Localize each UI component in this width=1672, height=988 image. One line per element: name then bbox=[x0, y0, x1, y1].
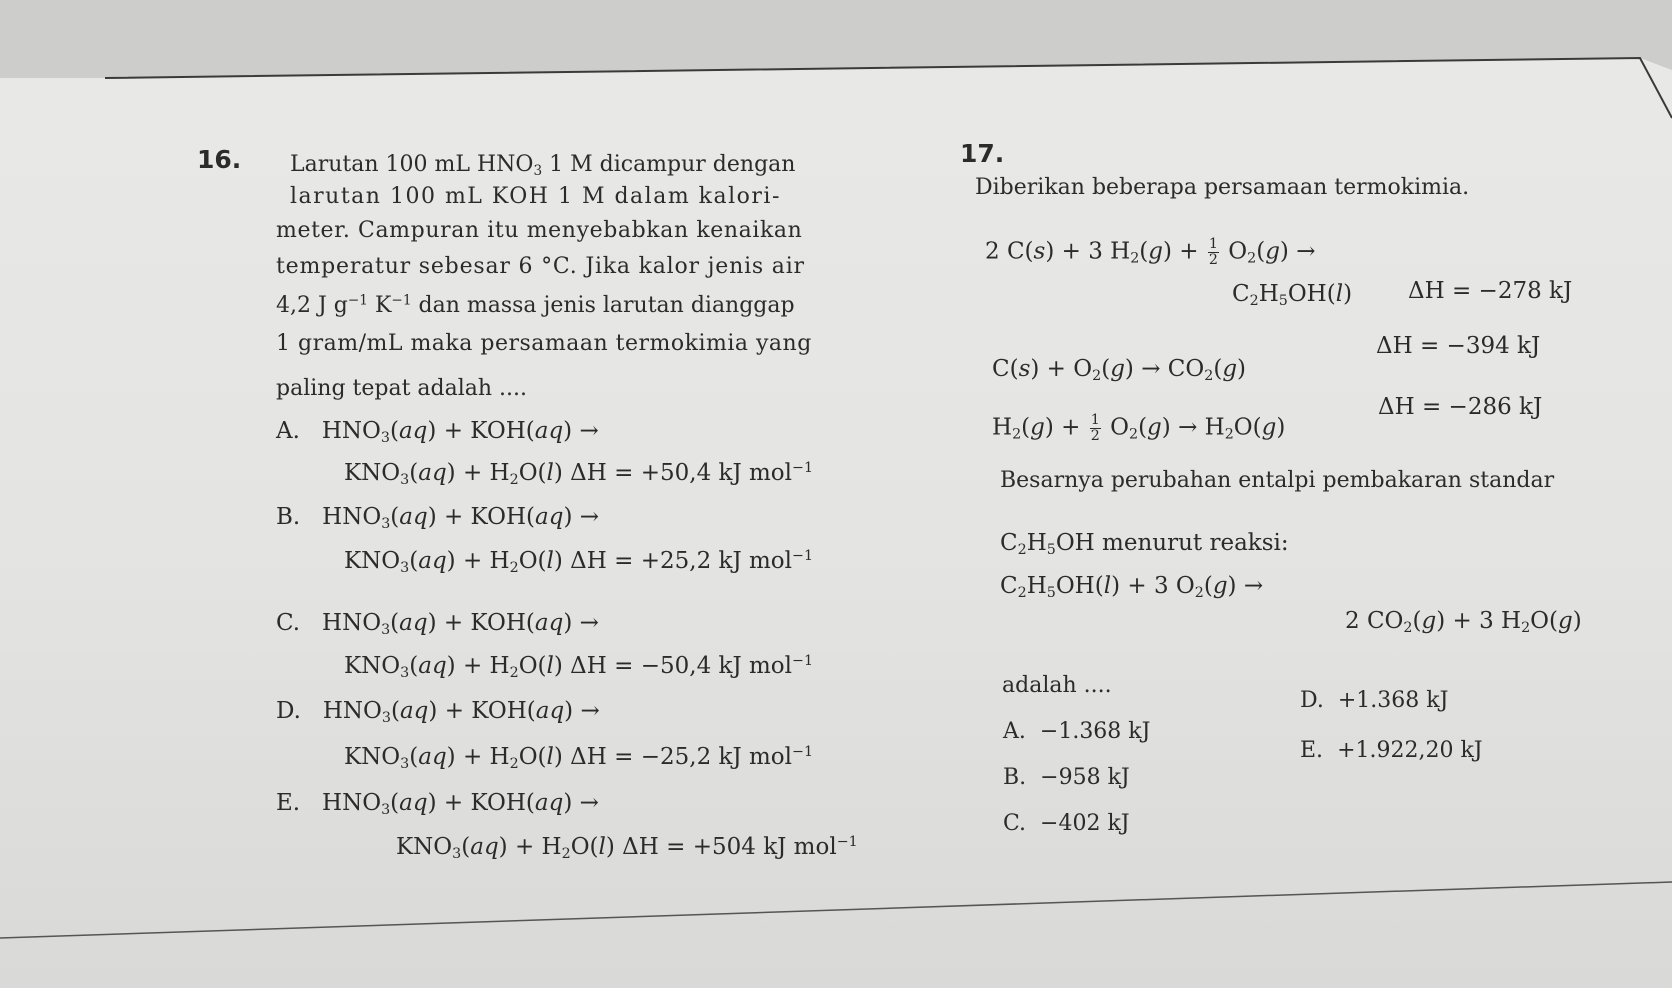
q16-stem-line-6: 1 gram/mL maka persamaan termokimia yang bbox=[276, 331, 812, 356]
q17-equation-2-dh: ΔH = −394 kJ bbox=[1376, 333, 1541, 359]
q17-equation-1-dh: ΔH = −278 kJ bbox=[1408, 278, 1573, 304]
q17-option-a[interactable]: A. −1.368 kJ bbox=[1003, 719, 1151, 744]
q16-option-e-products: $KNO_3(aq) + H_2O(l) \Delta H = +504$ kJ mol$^{-1}$ bbox=[396, 834, 858, 862]
q17-option-b[interactable]: B. −958 kJ bbox=[1003, 765, 1130, 790]
q17-reaction-left: $C_2H_5OH(l) + 3$ $O_2(g)$ → bbox=[1000, 573, 1264, 601]
q16-option-d[interactable]: D. $HNO_3(aq) + KOH(aq)$ → bbox=[276, 698, 600, 726]
q16-option-c[interactable]: C. $HNO_3(aq) + KOH(aq)$ → bbox=[276, 610, 599, 638]
q17-option-c[interactable]: C. −402 kJ bbox=[1003, 811, 1130, 836]
q16-option-a-products: $KNO_3(aq) + H_2O(l) \Delta H = +50,4$ kJ mol$^{-1}$ bbox=[344, 460, 814, 488]
q16-stem-line-4: temperatur sebesar 6 °C. Jika kalor jenis air bbox=[276, 254, 805, 279]
q16-option-e[interactable]: E. $HNO_3(aq) + KOH(aq)$ → bbox=[276, 790, 599, 818]
q16-option-d-products: $KNO_3(aq) + H_2O(l) \Delta H = -25,2$ kJ mol$^{-1}$ bbox=[344, 744, 814, 772]
q17-equation-3-dh: ΔH = −286 kJ bbox=[1378, 394, 1543, 420]
q17-equation-1-left: 2 C(s) + 3 $H_2(g)$ + $\frac{1}{2}$ $O_2(g)$ → bbox=[985, 236, 1316, 268]
q16-stem-line-3: meter. Campuran itu menyebabkan kenaikan bbox=[276, 218, 803, 243]
q17-option-e[interactable]: E. +1.922,20 kJ bbox=[1300, 738, 1483, 763]
q17-question-line-1: Besarnya perubahan entalpi pembakaran standar bbox=[1000, 468, 1555, 493]
q16-option-b[interactable]: B. $HNO_3(aq) + KOH(aq)$ → bbox=[276, 504, 600, 532]
q17-question-line-2: $C_2H_5OH$ menurut reaksi: bbox=[1000, 530, 1289, 558]
q16-stem-line-5: 4,2 J $g^{-1}$ $K^{-1}$ dan massa jenis larutan dianggap bbox=[276, 292, 795, 318]
q16-option-c-products: $KNO_3(aq) + H_2O(l) \Delta H = -50,4$ kJ mol$^{-1}$ bbox=[344, 653, 814, 681]
q17-equation-3: $H_2(g)$ + $\frac{1}{2}$ $O_2(g) \to H_2O(g)$ bbox=[992, 412, 1286, 444]
q17-equation-2: $C(s) + O_2(g) \to CO_2(g)$ bbox=[992, 356, 1247, 384]
q17-reaction-right: 2 $CO_2(g) + 3$ $H_2O(g)$ bbox=[1345, 608, 1582, 636]
q16-stem-line-2: larutan 100 mL KOH 1 M dalam kalori- bbox=[290, 184, 781, 209]
q16-number: 16. bbox=[197, 145, 242, 174]
q16-option-b-products: $KNO_3(aq) + H_2O(l) \Delta H = +25,2$ kJ mol$^{-1}$ bbox=[344, 548, 814, 576]
q17-ask: adalah .... bbox=[1002, 673, 1112, 698]
q16-stem-line-1: Larutan 100 mL $HNO_3$ 1 M dicampur dengan bbox=[290, 152, 796, 179]
q17-intro: Diberikan beberapa persamaan termokimia. bbox=[975, 175, 1470, 200]
q17-equation-1-right: $C_2H_5OH(l)$ bbox=[1232, 281, 1353, 309]
q16-stem-line-7: paling tepat adalah .... bbox=[276, 376, 528, 401]
q17-number: 17. bbox=[960, 139, 1005, 168]
q17-option-d[interactable]: D. +1.368 kJ bbox=[1300, 688, 1449, 713]
q16-option-a[interactable]: A. $HNO_3(aq) + KOH(aq)$ → bbox=[276, 418, 599, 446]
